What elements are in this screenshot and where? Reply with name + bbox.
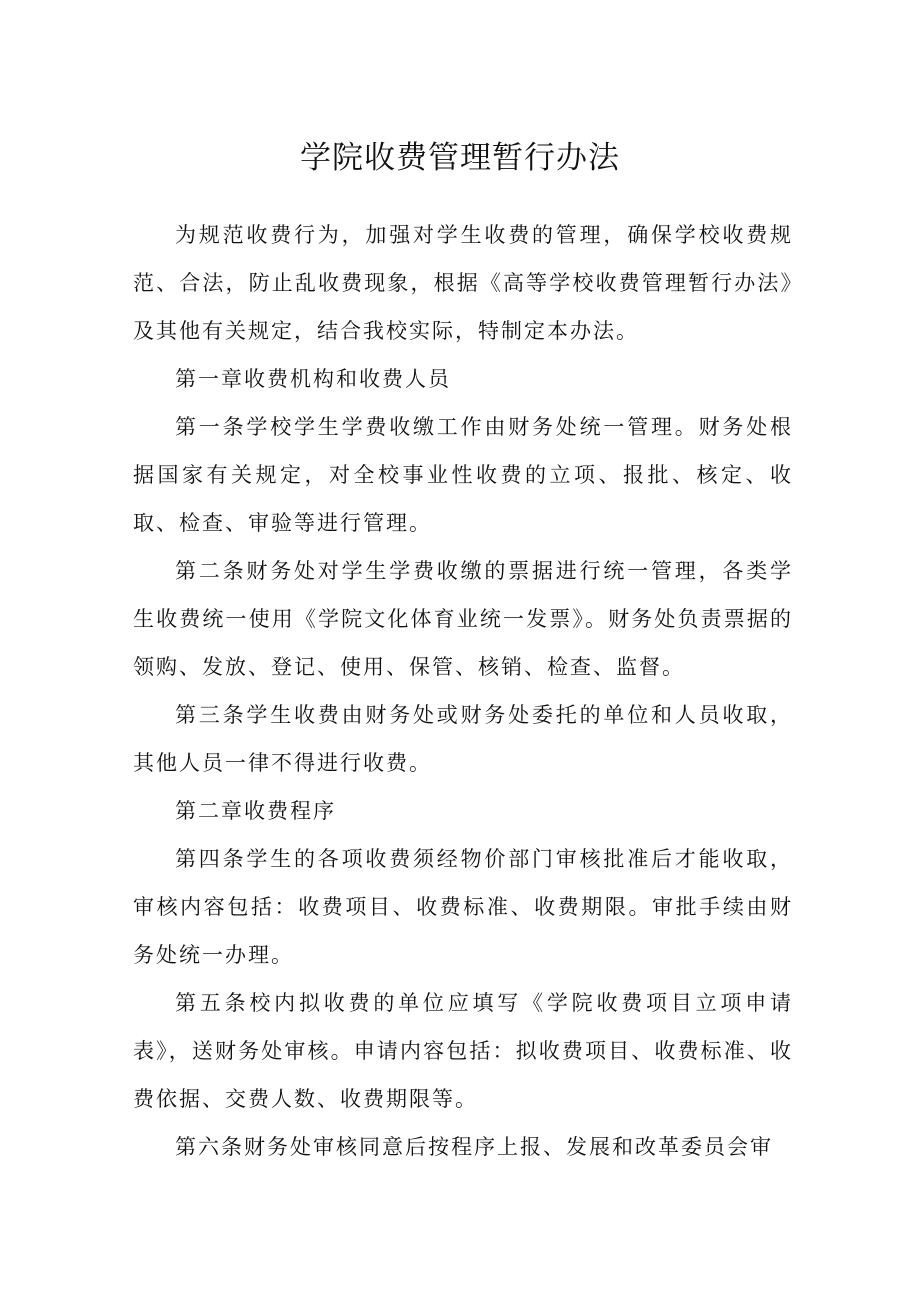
article-paragraph: 第五条校内拟收费的单位应填写《学院收费项目立项申请表》，送财务处审核。申请内容包括：拟收费项目、收费标准、收费依据、交费人数、收费期限等。 (133, 991, 793, 1111)
intro-paragraph: 为规范收费行为，加强对学生收费的管理，确保学校收费规范、合法，防止乱收费现象，根据《高等学校收费管理暂行办法》及其他有关规定，结合我校实际，特制定本办法。 (133, 223, 793, 343)
article-paragraph: 第三条学生收费由财务处或财务处委托的单位和人员收取，其他人员一律不得进行收费。 (133, 703, 793, 775)
article-paragraph: 第六条财务处审核同意后按程序上报、发展和改革委员会审 (175, 1135, 773, 1159)
article-paragraph: 第二条财务处对学生学费收缴的票据进行统一管理，各类学生收费统一使用《学院文化体育业统一发票》。财务处负责票据的领购、发放、登记、使用、保管、核销、检查、监督。 (133, 559, 793, 679)
chapter-heading: 第一章收费机构和收费人员 (175, 367, 451, 391)
document-body (133, 211, 793, 1171)
article-paragraph: 第四条学生的各项收费须经物价部门审核批准后才能收取，审核内容包括：收费项目、收费标准、收费期限。审批手续由财务处统一办理。 (133, 847, 793, 967)
chapter-heading: 第二章收费程序 (175, 799, 336, 823)
article-paragraph: 第一条学校学生学费收缴工作由财务处统一管理。财务处根据国家有关规定，对全校事业性收费的立项、报批、核定、收取、检查、审验等进行管理。 (133, 415, 793, 535)
document-title: 学院收费管理暂行办法 (300, 140, 620, 176)
